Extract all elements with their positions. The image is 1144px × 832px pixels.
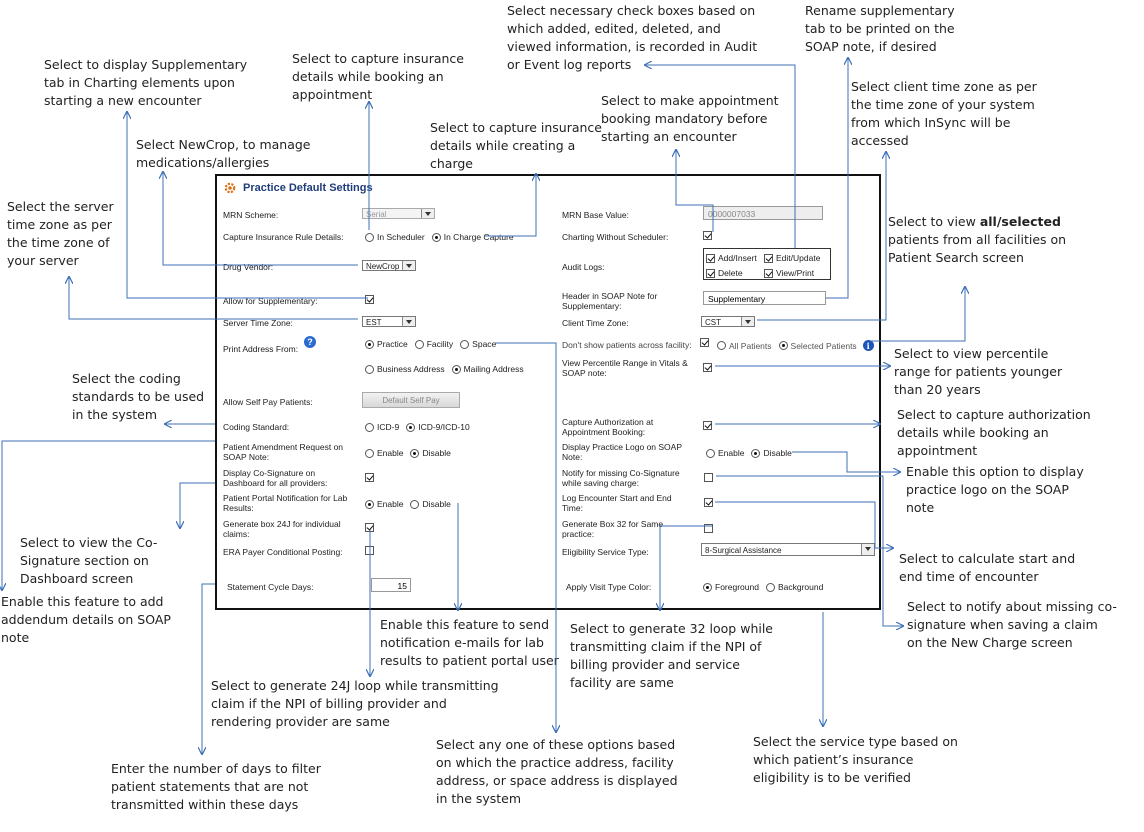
audit-logs-group — [703, 248, 831, 280]
practice-logo-options — [706, 448, 792, 458]
callout-insurance-charge: Select to capture insurance details while creating a charge — [430, 120, 602, 171]
in-scheduler-label: In Scheduler — [377, 232, 425, 242]
all-patients-radio[interactable] — [717, 341, 726, 350]
callout-eligibility: Select the service type based on which patient’s insurance eligibility is to be verified — [753, 734, 958, 785]
capture-insurance-label: Capture Insurance Rule Details: — [223, 232, 344, 242]
notify-cosign-checkbox[interactable] — [704, 473, 713, 482]
icd9-icd10-radio[interactable] — [406, 423, 415, 432]
callout-authorization: Select to capture authorization details while booking an appointment — [897, 407, 1091, 458]
audit-delete-checkbox[interactable] — [706, 269, 715, 278]
logo-disable-radio[interactable] — [751, 449, 760, 458]
notify-cosign-label: Notify for missing Co-Signature while saving charge: — [562, 468, 680, 488]
portal-enable-label: Enable — [377, 499, 404, 509]
chevron-down-icon — [402, 261, 415, 270]
portal-disable-radio[interactable] — [410, 500, 419, 509]
icd9-radio[interactable] — [365, 423, 374, 432]
callout-cosignature-dashboard: Select to view the Co-Signature section on Dashboard screen — [20, 535, 158, 586]
practice-label: Practice — [377, 339, 408, 349]
callout-newcrop: Select NewCrop, to manage medications/allergies — [136, 137, 311, 170]
audit-add-label: Add/Insert — [718, 253, 757, 263]
mrn-scheme-select[interactable]: Serial — [362, 208, 435, 219]
logo-enable-label: Enable — [718, 448, 745, 458]
capture-insurance-options — [365, 232, 514, 242]
percentile-checkbox[interactable] — [703, 363, 712, 372]
business-address-label: Business Address — [377, 364, 445, 374]
callout-box32: Select to generate 32 loop while transmitting claim if the NPI of billing provider and service facility are same — [570, 621, 773, 690]
cosignature-dashboard-checkbox[interactable] — [365, 473, 374, 482]
coding-standard-options — [365, 422, 470, 432]
callout-print-address: Select any one of these options based on which the practice address, facility address, or space address is displayed in the system — [436, 737, 678, 806]
panel-title-text: Practice Default Settings — [243, 182, 373, 194]
practice-logo-label: Display Practice Logo on SOAP Note: — [562, 442, 682, 462]
callout-practice-logo: Enable this option to display practice logo on the SOAP note — [906, 464, 1084, 515]
foreground-label: Foreground — [715, 582, 759, 592]
server-time-zone-select[interactable]: EST — [362, 316, 416, 327]
logo-enable-radio[interactable] — [706, 449, 715, 458]
space-label: Space — [472, 339, 497, 349]
self-pay-label: Allow Self Pay Patients: — [223, 397, 313, 407]
mailing-address-radio[interactable] — [452, 365, 461, 374]
allow-supplementary-label: Allow for Supplementary: — [223, 296, 318, 306]
callout-audit-logs: Select necessary check boxes based on which added, edited, deleted, and viewed information, is recorded in Audit or Event log reports — [507, 3, 758, 72]
charting-without-scheduler-checkbox[interactable] — [703, 231, 712, 240]
amendment-disable-radio[interactable] — [410, 449, 419, 458]
audit-add-option — [706, 253, 757, 263]
callout-rename-supplementary: Rename supplementary tab to be printed on the SOAP note, if desired — [805, 3, 955, 54]
mrn-scheme-label: MRN Scheme: — [223, 210, 279, 220]
callout-server-time-zone: Select the server time zone as per the time zone of your server — [7, 199, 114, 268]
box24j-checkbox[interactable] — [365, 523, 374, 532]
audit-logs-label: Audit Logs: — [562, 262, 605, 272]
callout-lab-notification: Enable this feature to send notification e-mails for lab results to patient portal user — [380, 617, 559, 668]
callout-insurance-appointment: Select to capture insurance details while booking an appointment — [292, 51, 464, 102]
visit-color-label: Apply Visit Type Color: — [566, 582, 652, 592]
audit-delete-option — [706, 268, 743, 278]
charting-without-scheduler-label: Charting Without Scheduler: — [562, 232, 669, 242]
callout-coding-standards: Select the coding standards to be used in the system — [72, 371, 205, 422]
foreground-radio[interactable] — [703, 583, 712, 592]
amendment-enable-label: Enable — [377, 448, 404, 458]
chevron-down-icon — [741, 317, 754, 326]
audit-view-checkbox[interactable] — [764, 269, 773, 278]
callout-addendum: Enable this feature to add addendum details on SOAP note — [1, 594, 171, 645]
client-time-zone-label: Client Time Zone: — [562, 318, 629, 328]
coding-standard-label: Coding Standard: — [223, 422, 290, 432]
in-charge-capture-radio[interactable] — [432, 233, 441, 242]
callout-percentile: Select to view percentile range for patients younger than 20 years — [894, 346, 1063, 397]
icd9-icd10-label: ICD-9/ICD-10 — [418, 422, 470, 432]
in-charge-capture-label: In Charge Capture — [443, 232, 514, 242]
era-payer-checkbox[interactable] — [365, 546, 374, 555]
background-radio[interactable] — [766, 583, 775, 592]
callout-statement-days: Enter the number of days to filter patient statements that are not transmitted within these days — [111, 761, 321, 812]
callout-box24j: Select to generate 24J loop while transmitting claim if the NPI of billing provider and rendering provider are same — [211, 678, 499, 729]
chevron-down-icon — [421, 209, 434, 218]
mrn-base-input[interactable]: 0000007033 — [703, 206, 823, 220]
info-icon[interactable]: i — [863, 340, 874, 351]
callout-client-time-zone: Select client time zone as per the time zone of your system from which InSync will be accessed — [851, 79, 1037, 148]
all-patients-label: All Patients — [729, 340, 772, 351]
settings-gear-icon — [223, 181, 237, 195]
dont-show-checkbox[interactable] — [700, 338, 709, 347]
icd9-label: ICD-9 — [377, 422, 400, 432]
era-payer-label: ERA Payer Conditional Posting: — [223, 547, 343, 557]
help-icon[interactable]: ? — [304, 336, 316, 348]
logo-disable-label: Disable — [763, 448, 792, 458]
box24j-label: Generate box 24J for individual claims: — [223, 519, 341, 539]
box32-checkbox[interactable] — [704, 524, 713, 533]
audit-view-label: View/Print — [776, 268, 815, 278]
percentile-label: View Percentile Range in Vitals & SOAP note: — [562, 358, 688, 378]
facility-radio[interactable] — [415, 340, 424, 349]
eligibility-select[interactable]: 8-Surgical Assistance — [701, 543, 875, 556]
statement-cycle-label: Statement Cycle Days: — [227, 582, 314, 592]
box32-label: Generate Box 32 for Same practice: — [562, 519, 664, 539]
callout-supplementary-tab: Select to display Supplementary tab in Charting elements upon starting a new encounter — [44, 57, 248, 108]
background-label: Background — [777, 582, 824, 592]
capture-auth-label: Capture Authorization at Appointment Booking: — [562, 417, 654, 437]
amendment-label: Patient Amendment Request on SOAP Note: — [223, 442, 344, 462]
audit-edit-checkbox[interactable] — [764, 254, 773, 263]
callout-encounter-time: Select to calculate start and end time of encounter — [899, 551, 1076, 584]
callout-appointment-mandatory: Select to make appointment booking mandatory before starting an encounter — [601, 93, 779, 144]
callout-notify-cosignature: Select to notify about missing co-signature when saving a claim on the New Charge screen — [907, 599, 1117, 650]
portal-disable-label: Disable — [422, 499, 451, 509]
chevron-down-icon — [861, 544, 874, 555]
audit-view-option — [764, 268, 814, 278]
portal-notification-options — [365, 499, 451, 509]
facility-label: Facility — [426, 339, 454, 349]
portal-notification-label: Patient Portal Notification for Lab Results: — [223, 493, 348, 513]
panel-title — [223, 180, 373, 196]
drug-vendor-select[interactable]: NewCrop — [362, 260, 416, 271]
practice-radio[interactable] — [365, 340, 374, 349]
chevron-down-icon — [402, 317, 415, 326]
allow-supplementary-checkbox[interactable] — [365, 295, 374, 304]
amendment-enable-radio[interactable] — [365, 449, 374, 458]
selected-patients-radio[interactable] — [779, 341, 788, 350]
soap-header-input[interactable]: Supplementary — [703, 291, 826, 305]
server-time-zone-label: Server Time Zone: — [223, 318, 293, 328]
audit-edit-option — [764, 253, 820, 263]
business-address-radio[interactable] — [365, 365, 374, 374]
space-radio[interactable] — [460, 340, 469, 349]
cosignature-dashboard-label: Display Co-Signature on Dashboard for all providers: — [223, 468, 328, 488]
client-time-zone-select[interactable]: CST — [701, 316, 755, 327]
dont-show-label: Don't show patients across facility: — [562, 340, 692, 350]
callout-all-selected-patients: Select to view all/selected patients from all facilities on Patient Search screen — [888, 214, 1067, 265]
amendment-options — [365, 448, 451, 458]
dont-show-options — [717, 340, 874, 351]
audit-edit-label: Edit/Update — [776, 253, 821, 263]
capture-auth-checkbox[interactable] — [703, 421, 712, 430]
log-encounter-checkbox[interactable] — [704, 498, 713, 507]
visit-color-options — [703, 582, 823, 592]
log-encounter-label: Log Encounter Start and End Time: — [562, 493, 672, 513]
selected-patients-label: Selected Patients — [790, 340, 857, 351]
print-address-options — [365, 339, 496, 349]
default-self-pay-button[interactable]: Default Self Pay — [362, 392, 460, 408]
drug-vendor-label: Drug Vendor: — [223, 262, 274, 272]
in-scheduler-radio[interactable] — [365, 233, 374, 242]
print-address-label: Print Address From: — [223, 344, 299, 354]
eligibility-label: Eligibility Service Type: — [562, 547, 649, 557]
amendment-disable-label: Disable — [422, 448, 451, 458]
connector-all-selected — [870, 287, 965, 341]
mrn-base-label: MRN Base Value: — [562, 210, 629, 220]
address-type-options — [365, 364, 524, 374]
mailing-address-label: Mailing Address — [463, 364, 524, 374]
portal-enable-radio[interactable] — [365, 500, 374, 509]
soap-header-label: Header in SOAP Note for Supplementary: — [562, 291, 658, 311]
connector-cosignature-dashboard — [180, 483, 215, 528]
audit-add-checkbox[interactable] — [706, 254, 715, 263]
audit-delete-label: Delete — [718, 268, 743, 278]
statement-cycle-input[interactable]: 15 — [371, 578, 411, 592]
practice-default-settings-panel — [215, 174, 881, 610]
